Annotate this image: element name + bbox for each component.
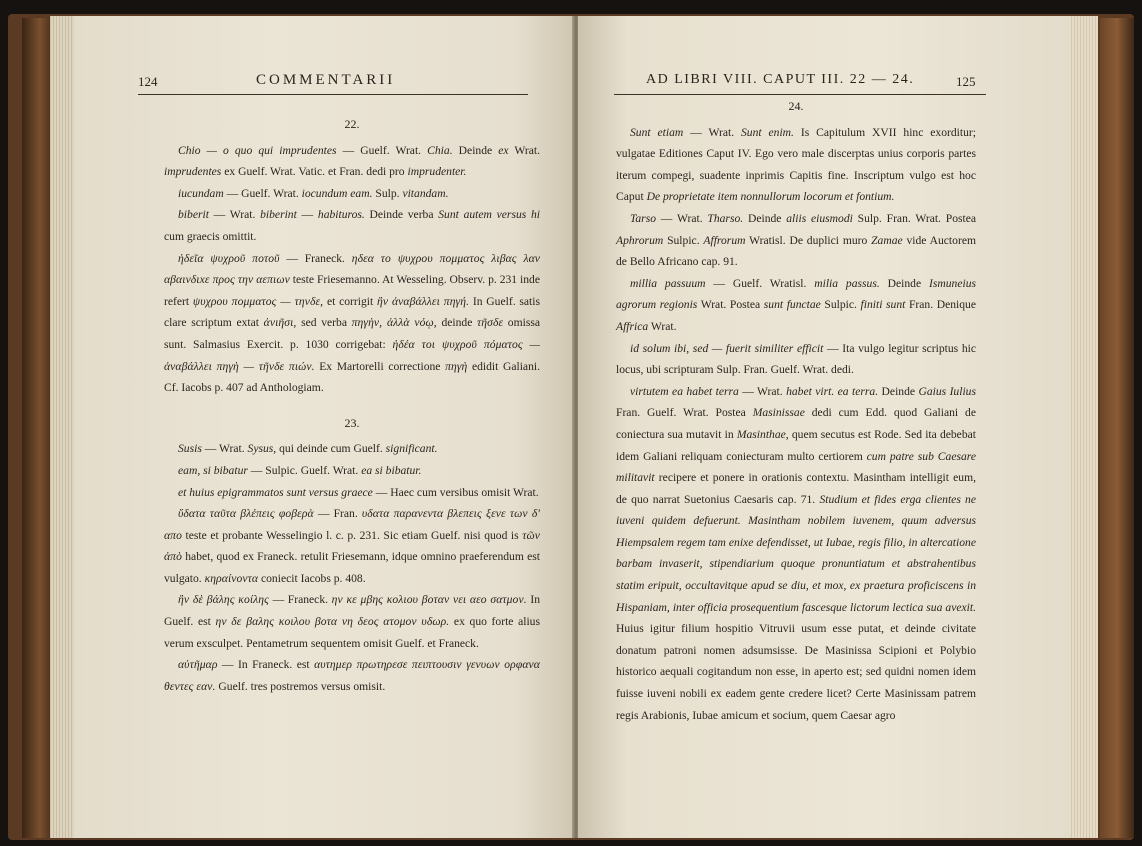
lemma-text: Chio — o quo qui imprudentes — [178, 143, 337, 157]
note-paragraph — [164, 204, 540, 247]
lemma-text: cum patre sub Caesare militavit — [616, 449, 976, 485]
right-header-rule — [614, 94, 986, 95]
note-text: Sulp. — [372, 186, 403, 200]
note-text: Wrat. — [648, 319, 677, 333]
section-heading-24: 24. — [788, 99, 804, 113]
lemma-text: et huius epigrammatos sunt versus graece — [178, 485, 373, 499]
lemma-text: imprudentes — [164, 165, 222, 179]
note-paragraph — [164, 503, 540, 589]
note-text: — Ita vulgo legitur scriptus hic locus, ubi scripturam Sulp. Fran. Guelf. Wrat. dedi. — [616, 341, 976, 377]
note-text: Sulpic. — [663, 233, 704, 247]
lemma-text: iucundam — [178, 186, 224, 200]
right-page — [578, 16, 1070, 838]
note-text: — Guelf. Wrat. — [223, 186, 302, 200]
note-text: vide Auctorem de Bello Africano cap. 91. — [616, 233, 976, 269]
note-text: Wrat. Postea — [697, 298, 764, 312]
note-text: — Fran. — [313, 507, 362, 521]
note-text: — Guelf. Wrat. — [336, 143, 428, 157]
note-text: — Wrat. — [656, 211, 708, 225]
section-23-notes — [164, 438, 540, 697]
lemma-text: Sunt enim. — [741, 125, 794, 139]
note-text: Is Capitulum XVII hinc exorditur; vulgatae Editiones Caput IV. Ego vero male discerptas unius corporis partes iterum compegi, suadente inprimis Capitis fine. Inscriptum vulgo est hoc Caput — [616, 125, 976, 204]
lemma-text: Susis — [178, 442, 202, 456]
greek-text: ηδεα το ψυχρου πομματος λιβας λαν αβαινδιxε προς την αεπιων — [164, 251, 541, 287]
note-paragraph — [616, 381, 976, 727]
section-22-notes — [164, 140, 540, 399]
lemma-text: Chia. — [427, 143, 453, 157]
lemma-text: Tharso. — [707, 211, 744, 225]
note-text: Deinde — [878, 384, 919, 398]
note-paragraph — [164, 183, 540, 205]
section-heading-22: 22. — [344, 117, 360, 131]
page-stack-left — [50, 16, 74, 838]
lemma-text: milia passus. — [814, 276, 880, 290]
note-paragraph — [164, 654, 540, 697]
lemma-text: biberit — [178, 208, 209, 222]
note-text: ex Guelf. Wrat. Vatic. et Fran. dedi pro — [221, 165, 408, 179]
note-text: teste et probante Wesselingio l. c. p. 231. Sic etiam Guelf. nisi quod is — [182, 528, 523, 542]
lemma-text: biberint — [260, 208, 297, 222]
note-text: Deinde — [743, 211, 787, 225]
greek-text: ἡδεῖα ψυχροῦ ποτοῦ — [178, 251, 280, 265]
lemma-text: ea si bibatur. — [361, 463, 422, 477]
lemma-text: finiti sunt — [860, 298, 906, 312]
greek-text: υδατα παρανεντα βλεπεις ξενε των δ' απο — [164, 507, 540, 542]
note-paragraph — [616, 122, 976, 208]
note-paragraph — [616, 208, 976, 273]
note-text: — Wrat. — [208, 208, 261, 222]
page-stack-right — [1068, 16, 1098, 838]
note-text: deinde — [436, 316, 478, 330]
note-text: Fran. Denique — [905, 298, 976, 312]
lemma-text: Affrorum — [703, 233, 746, 247]
note-text: Fran. Guelf. Wrat. Postea — [616, 406, 753, 420]
lemma-text: eam, si bibatur — [178, 463, 248, 477]
lemma-text: Sunt autem versus hi — [438, 208, 541, 222]
lemma-text: Masinissae — [752, 406, 805, 420]
note-text: In Guelf. est — [164, 593, 540, 629]
lemma-text: sunt functae — [763, 298, 821, 312]
left-text-block — [164, 114, 540, 697]
note-text: — Guelf. Wratisl. — [705, 276, 815, 290]
note-text: Huius igitur filium hospitio Vitruvii usum esse putat, et deinde civitate donatum patroni nomen adsumsisse. De Masinissa Scipioni et Polybio historico aequali cogitandum non esse, in aperto est; sed quidni nomen idem fuisse iuveni nobili ex eadem gente credere licet? Certe Masinissam patrem regis Arabionis, Iubae amicum et socium, quem Caesar agro — [616, 622, 976, 722]
note-paragraph — [164, 140, 540, 183]
lemma-text: Aphrorum — [616, 233, 664, 247]
note-text: Sulp. Fran. Wrat. Postea — [852, 211, 977, 225]
note-text: coniecit Iacobs p. 408. — [258, 571, 366, 585]
note-text: teste Friesemanno. At Wesseling. Observ. p. 231 inde refert — [164, 273, 540, 308]
lemma-text: Sunt etiam — [630, 125, 684, 139]
note-text: Guelf. tres postremos versus omisit. — [215, 679, 386, 693]
note-text: dedi cum Edd. quod Galiani de coniectura sua mutavit in — [616, 406, 976, 441]
note-text: recipere et ponere in orationis contextu. Masintham intelligit eum, de quo narrat Suetonius Caesaris cap. 71. — [616, 471, 976, 506]
left-page — [74, 16, 574, 838]
note-text: — Franeck. — [279, 251, 352, 265]
lemma-text: habet virt. ea terra. — [786, 384, 879, 398]
lemma-text: Masinthae — [736, 427, 786, 441]
book-cover-left-edge — [22, 18, 52, 838]
lemma-text: virtutem ea habet terra — [630, 384, 739, 398]
note-text: — Haec cum versibus omisit Wrat. — [372, 485, 539, 499]
lemma-text: habituros. — [317, 208, 365, 222]
lemma-text: Studium et fides erga clientes ne iuveni quidem defuerunt. Masintham nobilem iuvenem, quum adversus Hiempsalem regem tam enixe defendisset, ut Iubae, regis filio, in altercatione barbam invaserit, stipendiarium quoque pronuntiatum et abstrahentibus statim eripuit, occultavitque apud se diu, et mox, ex praetura proficiscens in Hispaniam, inter officia prosequentium fascesque lictorum lectica sua avexit. — [616, 492, 976, 614]
lemma-text: significant. — [385, 442, 438, 456]
note-text: , quem secutus est Rode. Sed ita debebat idem Galiani reliquam coniecturam multo certiorem — [616, 427, 976, 463]
note-text: sed verba — [296, 316, 352, 330]
note-text: Sulpic. — [820, 298, 861, 312]
note-text: cum graecis omittit. — [164, 229, 257, 243]
greek-text: ἣν ἀναβάλλει πηγή. — [377, 294, 470, 308]
greek-text: τῶν ἀπὸ — [164, 528, 540, 564]
lemma-text: id solum ibi, sed — fuerit similiter efficit — [630, 341, 824, 355]
greek-text: αυτημερ πρωτηρεσε πειπτουσιν γενυων ορφανα θεντες εαν. — [164, 658, 540, 693]
note-text: — Sulpic. Guelf. Wrat. — [247, 463, 362, 477]
note-paragraph — [616, 338, 976, 381]
greek-text: ην δε βαλης κοιλου βοτα νη δεος ατομον υδωρ. — [215, 615, 450, 629]
lemma-text: Tarso — [630, 211, 657, 225]
greek-text: ὕδατα ταῦτα βλέπεις φοβερὰ — [178, 507, 314, 521]
left-page-number: 124 — [138, 74, 158, 89]
lemma-text: millia passuum — [630, 276, 706, 290]
lemma-text: aliis eiusmodi — [786, 211, 853, 225]
lemma-text: Ismuneius agrorum regionis — [616, 276, 976, 312]
left-running-head: COMMENTARII — [256, 72, 396, 88]
book-cover-right-edge — [1100, 18, 1134, 838]
lemma-text: Sysus — [247, 442, 274, 456]
note-text: — Wrat. — [683, 125, 741, 139]
greek-text: ἀνιῆσι, — [263, 316, 297, 330]
note-text: Wratisl. De duplici muro — [745, 233, 872, 247]
right-text-block — [616, 96, 976, 726]
note-paragraph — [616, 273, 976, 338]
section-24-notes — [616, 122, 976, 727]
lemma-text: imprudenter. — [407, 165, 467, 179]
note-paragraph — [164, 482, 540, 504]
lemma-text: iocundum eam. — [301, 186, 373, 200]
note-paragraph — [164, 248, 540, 399]
lemma-text: Zamae — [871, 233, 903, 247]
greek-text: τῆσδε — [477, 316, 504, 330]
greek-text: πηγὴ — [445, 359, 468, 373]
note-text: omissa sunt. Salmasius Exercit. p. 1030 corrigebat: — [164, 316, 540, 351]
note-paragraph — [164, 589, 540, 654]
note-text: ex quo forte alius verum exsculpet. Pentametrum sequentem omisit Guelf. et Franeck. — [164, 615, 540, 650]
greek-text: ψυχρου πομματος — τηνδε, — [192, 294, 324, 308]
note-text: habet, quod ex Franeck. retulit Friesemann, idque omnino praeferendum est vulgato. — [164, 550, 540, 585]
lemma-text: ex — [498, 143, 509, 157]
note-text: et corrigit — [323, 294, 378, 308]
note-text: — — [296, 208, 318, 222]
note-text: Ex Martorelli correctione — [314, 359, 446, 373]
note-text: , qui deinde cum Guelf. — [273, 442, 386, 456]
note-text: Wrat. — [508, 143, 541, 157]
left-header-rule — [138, 94, 528, 95]
right-page-number: 125 — [956, 74, 976, 89]
greek-text: αὐτῆμαρ — [178, 658, 218, 672]
note-text: — Franeck. — [268, 593, 332, 607]
lemma-text: Gaius Iulius — [918, 384, 976, 398]
greek-text: ἡδέα τοι ψυχροῦ πόματος — ἀναβάλλει πηγὴ — τῆνδε πιών. — [164, 337, 540, 373]
right-running-head: AD LIBRI VIII. CAPUT III. 22 — 24. — [646, 72, 915, 87]
lemma-text: De proprietate item nonnullorum locorum et fontium. — [646, 190, 895, 204]
note-text: Deinde — [879, 276, 929, 290]
note-text: edidit Galiani. Cf. Iacobs p. 407 ad Anthologiam. — [164, 359, 540, 395]
greek-text: ην κε μβης κολιου βοταν νει αεο σατμον. — [331, 593, 527, 607]
note-text: In Guelf. satis clare scriptum extat — [164, 294, 541, 330]
note-text: — Wrat. — [738, 384, 787, 398]
note-text: — Wrat. — [201, 442, 248, 456]
greek-text: πηγὴν, ἀλλὰ νόῳ, — [351, 316, 437, 330]
lemma-text: Affrica — [616, 319, 649, 333]
greek-text: κηραίνοντα — [204, 571, 259, 585]
note-text: — In Franeck. est — [217, 658, 315, 672]
greek-text: ἣν δὲ βάλης κοίλης — [178, 593, 269, 607]
note-text: Deinde — [452, 143, 499, 157]
lemma-text: vitandam. — [402, 186, 449, 200]
note-text: Deinde verba — [364, 208, 439, 222]
note-paragraph — [164, 460, 540, 482]
section-heading-23: 23. — [344, 415, 360, 430]
note-paragraph — [164, 438, 540, 460]
